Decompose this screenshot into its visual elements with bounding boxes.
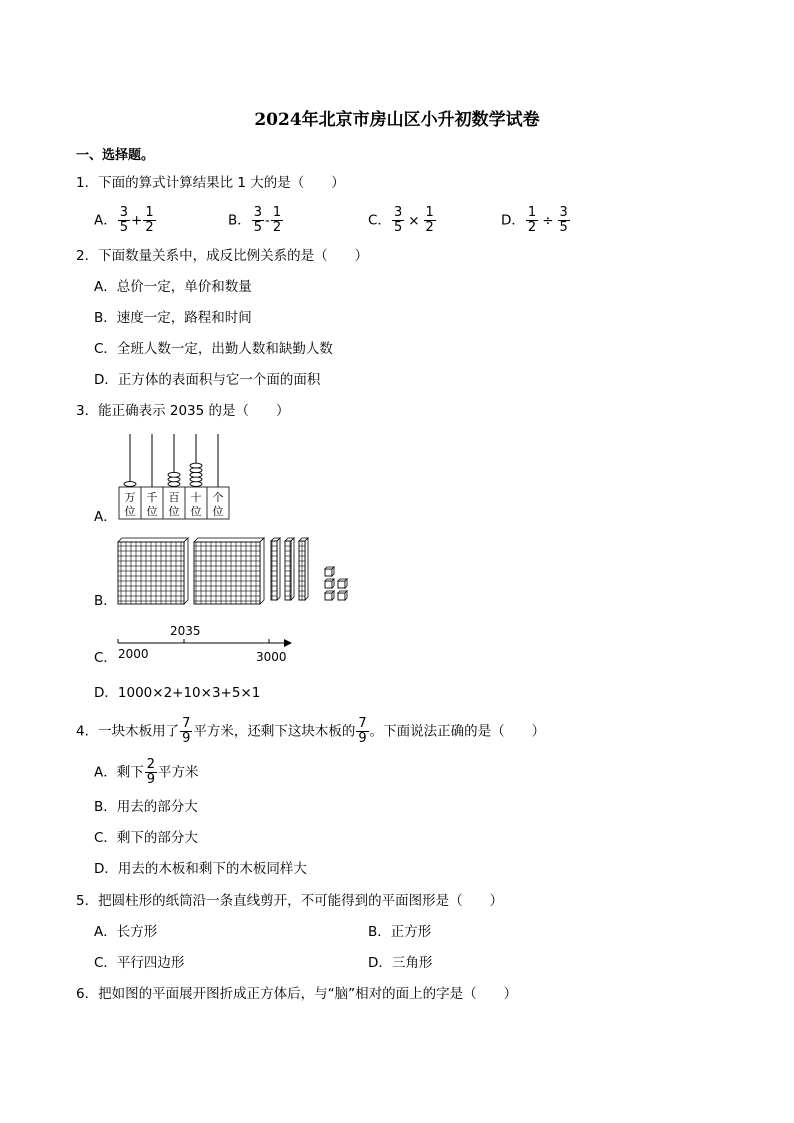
question-2-stem: 2．下面数量关系中，成反比例关系的是（ ）: [76, 248, 369, 264]
abacus-place-label: 千: [146, 491, 158, 504]
abacus-bead: [190, 477, 202, 482]
number-line-end-label: 3000: [256, 650, 287, 664]
fraction: $\frac{3}{5}$: [559, 205, 568, 235]
page-title: 2024年北京市房山区小升初数学试卷: [254, 110, 540, 130]
question-6-stem: 6．把如图的平面展开图折成正方体后，与“脑”相对的面上的字是（ ）: [76, 986, 518, 1002]
abacus-bead: [190, 482, 202, 487]
fraction: $\frac{7}{9}$: [358, 716, 367, 746]
q4-option-a[interactable]: A．剩下 $\frac{2}{9}$ 平方米: [94, 757, 199, 787]
abacus-bead: [168, 482, 180, 487]
q1-option-d-label: D．: [501, 212, 525, 229]
q1-option-d[interactable]: [501, 206, 571, 235]
unit-cube: [325, 593, 332, 600]
operator: ÷: [542, 212, 554, 229]
q2-option-a[interactable]: A．总价一定，单价和数量: [94, 279, 252, 295]
operator: +: [131, 212, 143, 229]
unit-cube: [338, 581, 345, 588]
q3-option-c-label: C．: [94, 650, 117, 666]
unit-cube-side: [345, 579, 347, 588]
abacus-place-label: 万: [124, 491, 136, 504]
number-line-mark-label: 2035: [170, 624, 201, 638]
q5-option-d[interactable]: D．三角形: [368, 955, 433, 971]
abacus-bead: [168, 472, 180, 477]
abacus-place-label: 十: [190, 491, 202, 504]
question-4-stem: 4．一块木板用了 $\frac{7}{9}$ 平方米，还剩下这块木板的 $\frac{7}{9}$ 。下面说法正确的是（ ）: [76, 716, 546, 746]
q2-option-d[interactable]: D．正方体的表面积与它一个面的面积: [94, 372, 321, 388]
unit-cube: [325, 581, 332, 588]
operator: ×: [408, 212, 420, 229]
q3-option-a-label: A．: [94, 509, 117, 525]
abacus-place-label: 位: [146, 505, 158, 518]
fraction: $\frac{1}{2}$: [527, 205, 537, 235]
ten-rod: [299, 541, 305, 600]
unit-cube: [325, 569, 332, 576]
hundred-block-top: [118, 538, 188, 542]
fraction: $\frac{7}{9}$: [182, 716, 191, 746]
fraction: $\frac{3}{5}$: [119, 205, 129, 235]
unit-cube-side: [332, 579, 334, 588]
question-3-stem: 3．能正确表示 2035 的是（ ）: [76, 403, 290, 419]
q3-option-d[interactable]: D．1000×2+10×3+5×1: [94, 685, 261, 701]
q1-option-a[interactable]: [94, 206, 157, 235]
fraction: $\frac{3}{5}$: [393, 205, 403, 235]
abacus-place-label: 位: [190, 505, 202, 518]
ten-rod-side: [291, 538, 294, 600]
q2-option-b[interactable]: B．速度一定，路程和时间: [94, 310, 252, 326]
fraction: $\frac{1}{2}$: [272, 205, 282, 235]
abacus-bead: [124, 482, 136, 487]
ten-rod-side: [277, 538, 280, 600]
q1-option-c-label: C．: [368, 212, 391, 229]
abacus-place-label: 位: [168, 505, 180, 518]
hundred-block: [194, 542, 260, 604]
section-heading: 一、选择题。: [76, 148, 155, 163]
arrow-head-icon: [284, 639, 292, 647]
hundred-block: [118, 542, 184, 604]
fraction: $\frac{2}{9}$: [146, 757, 156, 787]
q4-option-b[interactable]: B．用去的部分大: [94, 799, 198, 815]
abacus-bead: [190, 463, 202, 468]
abacus-figure: [116, 430, 234, 522]
q2-option-c[interactable]: C．全班人数一定，出勤人数和缺勤人数: [94, 341, 333, 357]
abacus-place-label: 位: [212, 505, 224, 518]
abacus-place-label: 百: [168, 491, 180, 504]
q5-option-a[interactable]: A．长方形: [94, 924, 158, 940]
number-line-figure: [114, 622, 296, 666]
ten-rod: [285, 541, 291, 600]
abacus-place-label: 位: [124, 505, 136, 518]
hundred-block-side: [184, 538, 188, 604]
q1-option-b[interactable]: [228, 206, 284, 235]
abacus-bead: [168, 477, 180, 482]
unit-cube: [338, 593, 345, 600]
unit-cube-side: [345, 591, 347, 600]
q5-option-c[interactable]: C．平行四边形: [94, 955, 185, 971]
abacus-bead: [190, 468, 202, 473]
question-5-stem: 5．把圆柱形的纸筒沿一条直线剪开，不可能得到的平面图形是（ ）: [76, 893, 504, 909]
number-line-start-label: 2000: [118, 647, 149, 661]
hundred-block-side: [260, 538, 264, 604]
q3-option-b[interactable]: [94, 591, 117, 611]
q3-option-b-label: B．: [94, 593, 117, 609]
q4-option-d[interactable]: D．用去的木板和剩下的木板同样大: [94, 861, 307, 877]
question-1-stem: 1．下面的算式计算结果比 1 大的是（ ）: [76, 175, 345, 191]
fraction: $\frac{1}{2}$: [425, 205, 434, 235]
q1-option-c[interactable]: [368, 206, 437, 235]
hundred-block-top: [194, 538, 264, 542]
abacus-place-label: 个: [212, 491, 224, 504]
ten-rod-side: [305, 538, 308, 600]
q1-option-a-label: A．: [94, 212, 117, 229]
fraction: $\frac{3}{5}$: [253, 205, 263, 235]
q3-option-a[interactable]: [94, 507, 117, 527]
unit-cube-side: [332, 591, 334, 600]
operator: -: [265, 212, 270, 229]
ten-rod: [271, 541, 277, 600]
base-ten-blocks-figure: [116, 536, 356, 606]
unit-cube-side: [332, 567, 334, 576]
q5-option-b[interactable]: B．正方形: [368, 924, 432, 940]
q1-option-b-label: B．: [228, 212, 251, 229]
q4-option-c[interactable]: C．剩下的部分大: [94, 830, 198, 846]
fraction: $\frac{1}{2}$: [145, 205, 154, 235]
abacus-bead: [190, 472, 202, 477]
